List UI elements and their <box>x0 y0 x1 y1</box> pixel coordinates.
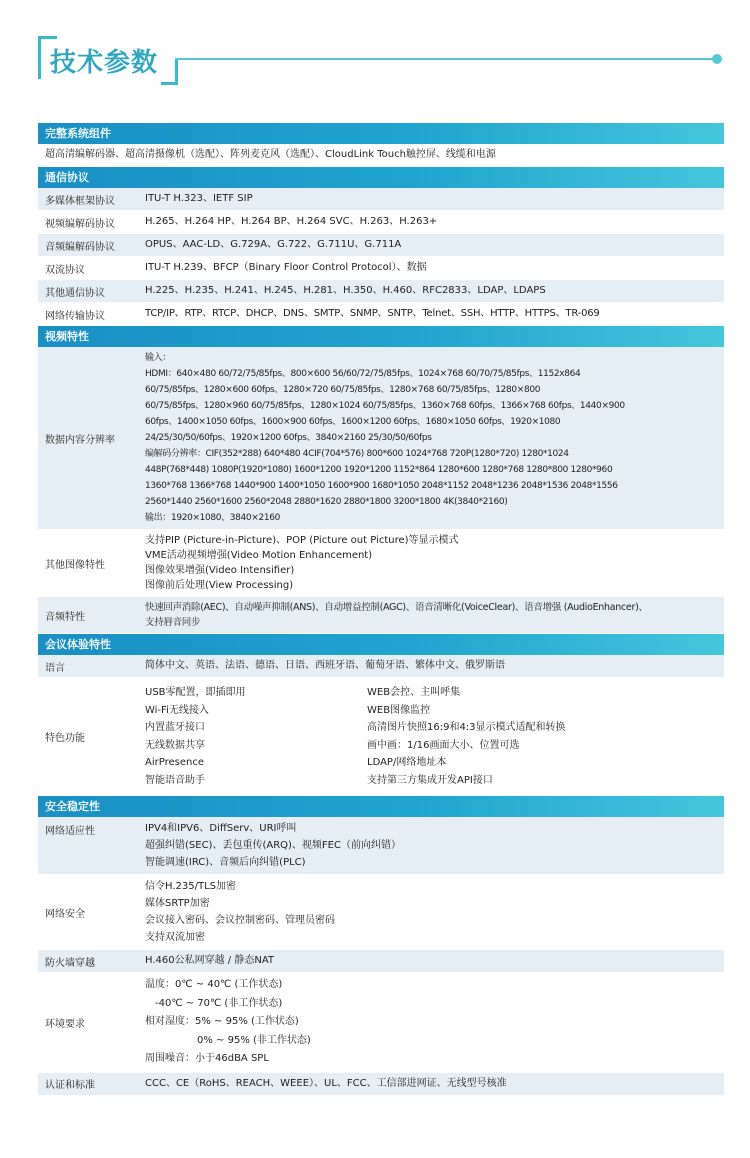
spec-table <box>38 123 724 1096</box>
spec-line: H.225、H.235、H.241、H.245、H.281、H.350、H.460、RFC2833、LDAP、LDAPS <box>145 285 546 296</box>
spec-label: 双流协议 <box>45 264 85 276</box>
spec-value <box>135 234 724 256</box>
section-header: 安全稳定性 <box>38 796 724 817</box>
spec-line: ITU-T H.323、IETF SIP <box>145 193 253 204</box>
spec-line: 24/25/30/50/60fps、1920×1200 60fps、3840×2160 25/30/50/60fps <box>145 433 432 443</box>
section-header: 会议体验特性 <box>38 634 724 655</box>
spec-value <box>135 678 724 795</box>
spec-line: 60/75/85fps、1280×960 60/75/85fps、1280×1024 60/75/85fps、1360×768 60fps、1366×768 60fps、1440×900 <box>145 401 625 411</box>
page-title: 技术参数 <box>50 48 159 78</box>
spec-value <box>135 655 724 677</box>
spec-line: CCC、CE（RoHS、REACH、WEEE）、UL、FCC、工信部进网证、无线型号核准 <box>145 1077 507 1089</box>
feature-item: 无线数据共享 <box>145 739 205 751</box>
spec-value <box>135 347 724 529</box>
spec-label: 多媒体框架协议 <box>45 195 115 207</box>
spec-line: 60fps、1400×1050 60fps、1600×900 60fps、1600×1200 60fps、1680×1050 60fps、1920×1080 <box>145 417 561 427</box>
spec-line: 2560*1440 2560*1600 2560*2048 2880*1620 2880*1800 3200*1800 4K(3840*2160) <box>145 497 508 507</box>
spec-line: 简体中文、英语、法语、德语、日语、西班牙语、葡萄牙语、繁体中文、俄罗斯语 <box>145 660 505 671</box>
feature-item: LDAP/网络地址本 <box>367 757 447 768</box>
spec-label: 音频编解码协议 <box>45 241 115 253</box>
spec-row <box>38 211 724 234</box>
spec-line: 信令H.235/TLS加密 <box>145 881 237 892</box>
feature-columns <box>145 684 724 789</box>
spec-row <box>38 144 724 167</box>
feature-item: WEB图像监控 <box>367 704 431 716</box>
spec-line: 周围噪音：小于46dBA SPL <box>145 1053 269 1064</box>
spec-line: 输出：1920×1080、3840×2160 <box>145 513 280 523</box>
spec-line: 60/75/85fps、1280×600 60fps、1280×720 60/75/85fps、1280×768 60/75/85fps、1280×800 <box>145 385 541 395</box>
spec-row <box>38 257 724 280</box>
spec-label: 网络安全 <box>45 908 85 920</box>
spec-label: 语言 <box>45 662 65 674</box>
spec-line: VME活动视频增强(Video Motion Enhancement) <box>145 550 373 561</box>
spec-line: 图像前后处理(View Processing) <box>145 580 294 591</box>
spec-row <box>38 303 724 326</box>
spec-line: 编解码分辨率：CIF(352*288) 640*480 4CIF(704*576) 800*600 1024*768 720P(1280*720) 1280*1024 <box>145 449 569 459</box>
feature-item: 支持第三方集成开发API接口 <box>367 774 493 786</box>
spec-line: 相对湿度：5% ~ 95% (工作状态) <box>145 1016 299 1027</box>
spec-label: 环境要求 <box>45 1018 85 1030</box>
spec-row <box>38 597 724 634</box>
spec-label: 其他通信协议 <box>45 287 105 299</box>
spec-line: 输入： <box>145 353 171 363</box>
spec-line: 图像效果增强(Video Intensifier) <box>145 565 295 576</box>
spec-row <box>38 973 724 1073</box>
spec-value <box>38 144 724 166</box>
feature-item: 智能语音助手 <box>145 774 205 786</box>
feature-column-left <box>145 684 367 789</box>
spec-label: 数据内容分辨率 <box>45 434 115 446</box>
feature-item: AirPresence <box>145 757 204 768</box>
spec-label: 视频编解码协议 <box>45 218 115 230</box>
spec-line: 智能调速(IRC)、音频后向纠错(PLC) <box>145 857 306 868</box>
spec-label: 网络传输协议 <box>45 310 105 322</box>
spec-value <box>135 817 724 874</box>
feature-item: 高清图片快照16:9和4:3显示模式适配和转换 <box>367 722 566 733</box>
spec-label: 音频特性 <box>45 611 85 623</box>
spec-line: 超强纠错(SEC)、丢包重传(ARQ)、视频FEC（前向纠错） <box>145 840 401 851</box>
spec-row <box>38 950 724 973</box>
spec-line: IPV4和IPV6、DiffServ、URI呼叫 <box>145 823 297 834</box>
feature-column-right <box>367 684 566 789</box>
spec-value <box>135 211 724 233</box>
spec-line: ITU-T H.239、BFCP（Binary Floor Control Protocol）、数据 <box>145 262 427 273</box>
spec-line: H.265、H.264 HP、H.264 BP、H.264 SVC、H.263、H.263+ <box>145 216 438 227</box>
spec-line: 快速回声消除(AEC)、自动噪声抑制(ANS)、自动增益控制(AGC)、语音清晰化(VoiceClear)、语音增强 (AudioEnhancer)、 <box>145 602 648 613</box>
spec-value <box>135 188 724 210</box>
header-bracket-right <box>161 60 178 85</box>
spec-line: 媒体SRTP加密 <box>145 898 210 909</box>
spec-label: 防火墙穿越 <box>45 957 95 969</box>
spec-line: -40℃ ~ 70℃ (非工作状态) <box>155 997 283 1009</box>
spec-row <box>38 280 724 303</box>
spec-line: H.460公私网穿越 / 静态NAT <box>145 955 274 966</box>
spec-line: 温度：0℃ ~ 40℃ (工作状态) <box>145 979 283 990</box>
spec-label: 特色功能 <box>45 733 85 744</box>
spec-label: 其他图像特性 <box>45 559 105 571</box>
spec-row <box>38 234 724 257</box>
spec-line: 1360*768 1366*768 1440*900 1400*1050 1600*900 1680*1050 2048*1152 2048*1236 2048*1536 2048*1556 <box>145 481 618 491</box>
spec-row <box>38 817 724 875</box>
feature-item: 内置蓝牙接口 <box>145 722 205 733</box>
spec-value <box>135 1073 724 1095</box>
spec-line: OPUS、AAC-LD、G.729A、G.722、G.711U、G.711A <box>145 239 402 250</box>
spec-label: 认证和标准 <box>45 1080 95 1091</box>
spec-value <box>135 303 724 325</box>
spec-value <box>135 950 724 972</box>
spec-row <box>38 678 724 796</box>
header-rule-dot <box>712 54 722 64</box>
spec-line: TCP/IP、RTP、RTCP、DHCP、DNS、SMTP、SNMP、SNTP、Telnet、SSH、HTTP、HTTPS、TR-069 <box>145 308 600 319</box>
spec-line: 支持PIP (Picture-in-Picture)、POP (Picture out Picture)等显示模式 <box>145 535 459 546</box>
spec-line: HDMI：640×480 60/72/75/85fps、800×600 56/60/72/75/85fps、1024×768 60/70/75/85fps、1152x864 <box>145 369 581 379</box>
spec-line: 支持双流加密 <box>145 932 205 943</box>
spec-line: 448P(768*448) 1080P(1920*1080) 1600*1200 1920*1200 1152*864 1280*600 1280*768 1280*800 1280*960 <box>145 465 613 475</box>
spec-line: 0% ~ 95% (非工作状态) <box>197 1034 311 1046</box>
spec-value <box>135 597 724 633</box>
spec-line: 支持唇音同步 <box>145 617 201 628</box>
feature-item: USB零配置，即插即用 <box>145 687 246 698</box>
spec-value <box>135 257 724 279</box>
section-header: 通信协议 <box>38 167 724 188</box>
spec-row <box>38 875 724 950</box>
section-header: 完整系统组件 <box>38 123 724 144</box>
spec-row <box>38 1073 724 1096</box>
section-header: 视频特性 <box>38 326 724 347</box>
spec-row <box>38 530 724 597</box>
spec-row <box>38 655 724 678</box>
feature-item: WEB会控、主叫呼集 <box>367 687 461 698</box>
spec-value <box>135 875 724 949</box>
spec-row <box>38 347 724 530</box>
spec-label: 网络适应性 <box>45 826 95 837</box>
feature-item: 画中画：1/16画面大小、位置可选 <box>367 739 520 751</box>
spec-row <box>38 188 724 211</box>
spec-value <box>135 280 724 302</box>
spec-line: 超高清编解码器、超高清摄像机（选配）、阵列麦克风（选配）、CloudLink Touch触控屏、线缆和电源 <box>45 149 496 160</box>
spec-value <box>135 973 724 1072</box>
spec-line: 会议接入密码、会议控制密码、管理员密码 <box>145 915 335 926</box>
spec-value <box>135 530 724 596</box>
feature-item: Wi-Fi无线接入 <box>145 704 209 716</box>
header-rule <box>175 58 715 60</box>
